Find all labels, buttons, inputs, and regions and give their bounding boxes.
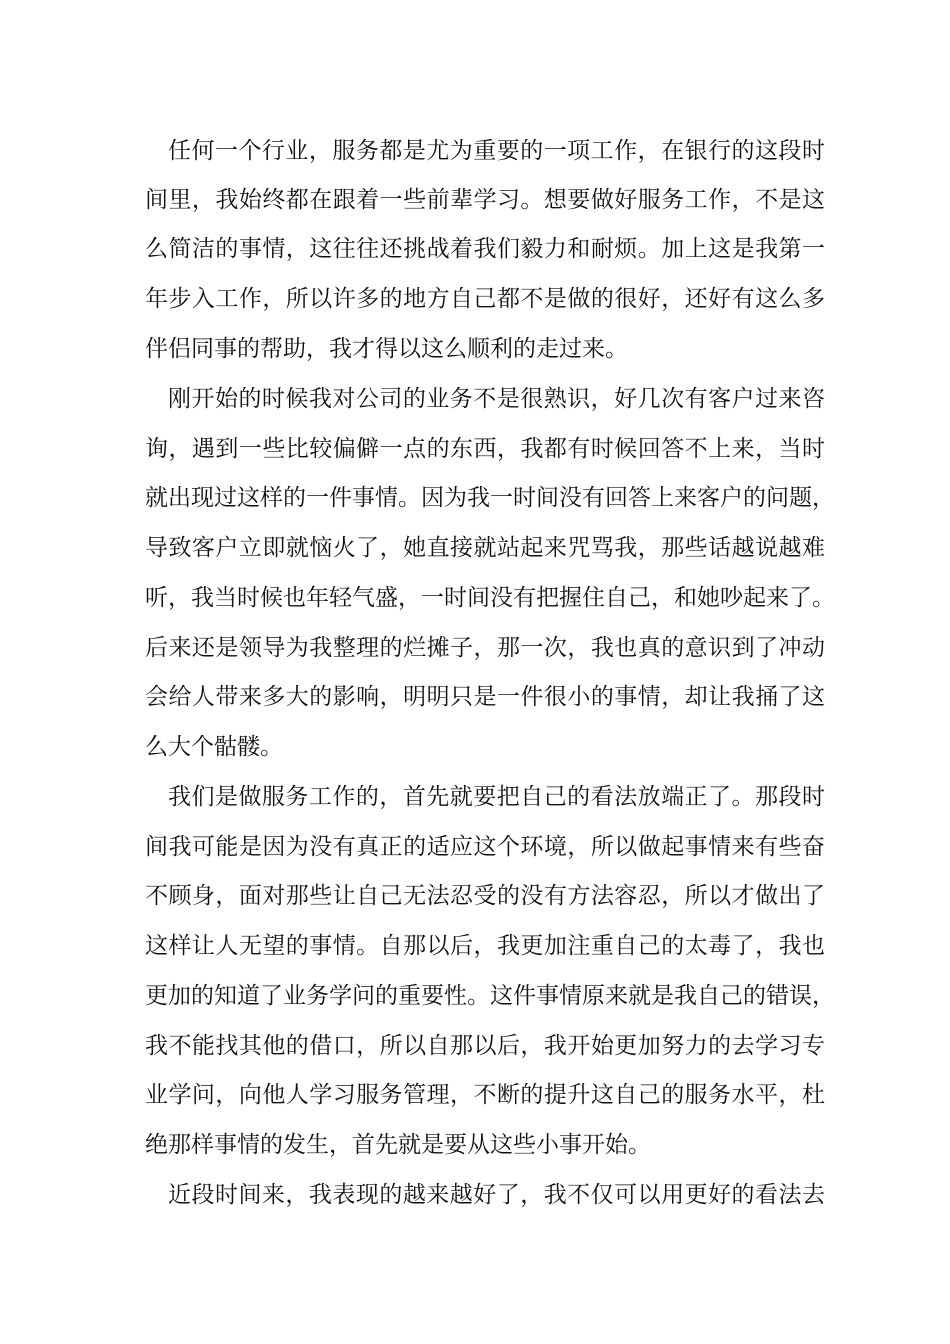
text-line: 这样让人无望的事情。自那以后，我更加注重自己的太毒了，我也 xyxy=(145,933,825,959)
text-line: 听，我当时候也年轻气盛，一时间没有把握住自己，和她吵起来了。 xyxy=(145,585,835,611)
text-line: 我们是做服务工作的，首先就要把自己的看法放端正了。那段时 xyxy=(168,784,825,810)
text-line: 我不能找其他的借口，所以自那以后，我开始更加努力的去学习专 xyxy=(145,1033,825,1059)
text-line: 么大个骷髅。 xyxy=(145,734,283,760)
text-line: 就出现过这样的一件事情。因为我一时间没有回答上来客户的问题， xyxy=(145,485,835,511)
text-line: 伴侣同事的帮助，我才得以这么顺利的走过来。 xyxy=(145,336,628,362)
text-line: 近段时间来，我表现的越来越好了，我不仅可以用更好的看法去 xyxy=(168,1182,825,1208)
text-line: 绝那样事情的发生，首先就是要从这些小事开始。 xyxy=(145,1132,651,1158)
text-line: 更加的知道了业务学问的重要性。这件事情原来就是我自己的错误， xyxy=(145,983,835,1009)
text-line: 么简洁的事情，这往往还挑战着我们毅力和耐烦。加上这是我第一 xyxy=(145,236,825,262)
text-line: 间我可能是因为没有真正的适应这个环境，所以做起事情来有些奋 xyxy=(145,834,825,860)
text-line: 任何一个行业，服务都是尤为重要的一项工作，在银行的这段时 xyxy=(168,138,825,164)
text-line: 会给人带来多大的影响，明明只是一件很小的事情，却让我捅了这 xyxy=(145,684,825,710)
text-line: 询，遇到一些比较偏僻一点的东西，我都有时候回答不上来，当时 xyxy=(145,436,825,462)
text-line: 年步入工作，所以许多的地方自己都不是做的很好，还好有这么多 xyxy=(145,286,825,312)
text-line: 间里，我始终都在跟着一些前辈学习。想要做好服务工作，不是这 xyxy=(145,187,825,213)
text-line: 刚开始的时候我对公司的业务不是很熟识，好几次有客户过来咨 xyxy=(168,386,825,412)
text-line: 不顾身，面对那些让自己无法忍受的没有方法容忍，所以才做出了 xyxy=(145,883,825,909)
text-line: 后来还是领导为我整理的烂摊子，那一次，我也真的意识到了冲动 xyxy=(145,635,825,661)
text-line: 业学问，向他人学习服务管理，不断的提升这自己的服务水平，杜 xyxy=(145,1082,825,1108)
text-line: 导致客户立即就恼火了，她直接就站起来咒骂我，那些话越说越难 xyxy=(145,535,825,561)
